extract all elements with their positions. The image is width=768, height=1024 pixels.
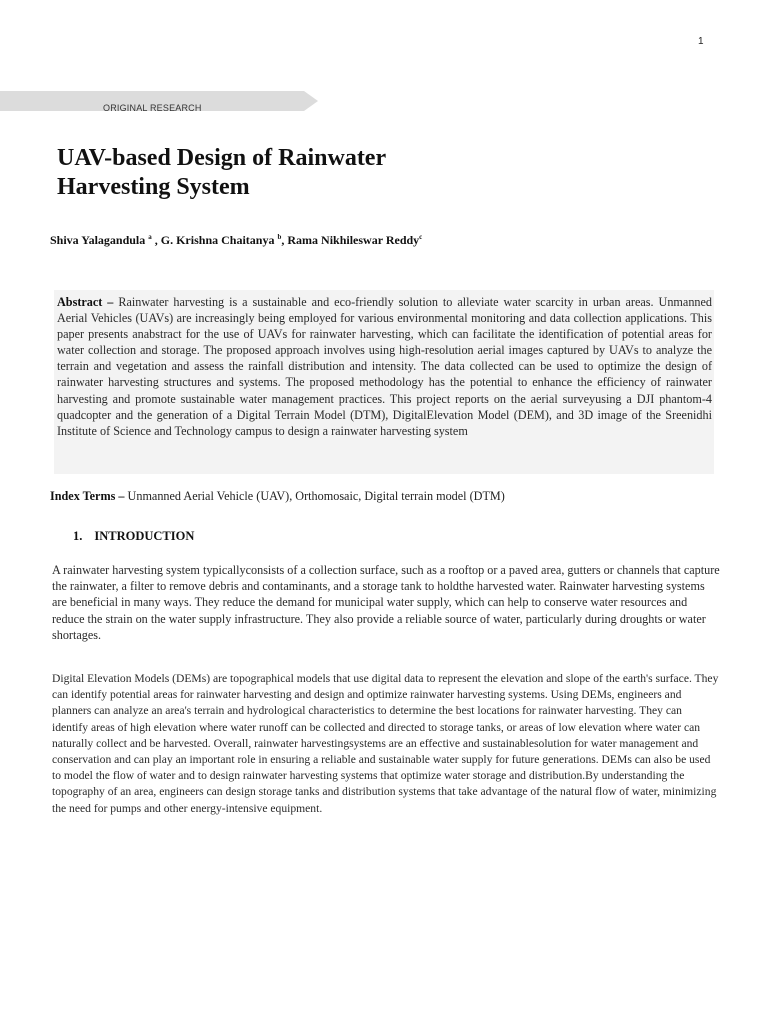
author-affiliation: a: [148, 233, 152, 241]
author-affiliation: b: [277, 233, 282, 241]
abstract-label: Abstract –: [57, 295, 114, 309]
section-label: ORIGINAL RESEARCH: [103, 103, 202, 113]
author-list: [50, 233, 710, 248]
author-name: Shiva Yalagandula: [50, 233, 146, 247]
index-terms-text: Unmanned Aerial Vehicle (UAV), Orthomosaic, Digital terrain model (DTM): [127, 489, 505, 503]
introduction-heading: [73, 529, 194, 544]
index-terms-label: Index Terms –: [50, 489, 125, 503]
author-name: G. Krishna Chaitanya: [160, 233, 275, 247]
title-line-2: Harvesting System: [57, 174, 250, 200]
author-name: Rama Nikhileswar Reddy: [287, 233, 420, 247]
section-number: 1.: [73, 529, 83, 543]
abstract: [57, 294, 712, 439]
abstract-text: Rainwater harvesting is a sustainable and eco-friendly solution to alleviate water scarcity in urban areas. Unmanned Aerial Vehicles (UAVs) are increasingly being employed for various environmental monitoring and data collection applications. This paper presents anabstract for the use of UAVs for rainwater harvesting, which can facilitate the identification of potential areas for water collection and storage. The proposed approach involves using high-resolution aerial images captured by UAVs to analyze the terrain and vegetation and assess the rainfall distribution and intensity. The data collected can be used to optimize the design of rainwater harvesting structures and systems. The proposed methodology has the potential to enhance the efficiency of rainwater harvesting and promote sustainable water management practices. This project reports on the aerial surveyusing a DJI phantom-4 quadcopter and the generation of a Digital Terrain Model (DTM), DigitalElevation Model (DEM), and 3D image of the Sreenidhi Institute of Science and Technology campus to design a rainwater harvesting system: [57, 295, 713, 438]
paper-title: [57, 144, 557, 202]
section-title: INTRODUCTION: [94, 529, 195, 543]
introduction-paragraph-1: A rainwater harvesting system typicallyconsists of a collection surface, such as a rooftop or a paved area, gutters or channels that capture the rainwater, a filter to remove debris and contaminants, and a storage tank to holdthe harvested water. Rainwater harvesting systems are beneficial in many ways. They reduce the demand for municipal water supply, which can help to conserve water resources and reduce the strain on the water supply infrastructure. They also provide a reliable source of water, particularly during droughts or water shortages.: [52, 563, 720, 642]
title-line-1: UAV-based Design of Rainwater: [57, 145, 387, 171]
author-affiliation: c: [419, 233, 423, 241]
author-separator: ,: [151, 233, 161, 247]
page-number: 1: [698, 36, 704, 47]
introduction-paragraph-2: Digital Elevation Models (DEMs) are topographical models that use digital data to represent the elevation and slope of the earth's surface. They can identify potential areas for rainwater harvesting and design and optimize rainwater harvesting systems. Using DEMs, engineers and planners can analyze an area's terrain and hydrological characteristics to determine the best locations for rainwater harvesting. They can identify areas of high elevation where water runoff can be collected and directed to storage tanks, or areas of low elevation where water can naturally collect and be harvested. Overall, rainwater harvestingsystems are an effective and sustainablesolution for water management and conservation and can play an important role in ensuring a reliable and sustainable water supply for future generations. DEMs can also be used to model the flow of water and to design rainwater harvesting systems that optimize water storage and distribution.By understanding the topography of an area, engineers can design storage tanks and distribution systems that take advantage of the natural flow of water, minimizing the need for pumps and other energy-intensive equipment.: [52, 672, 719, 815]
index-terms: [50, 488, 720, 504]
author-separator: ,: [281, 233, 288, 247]
